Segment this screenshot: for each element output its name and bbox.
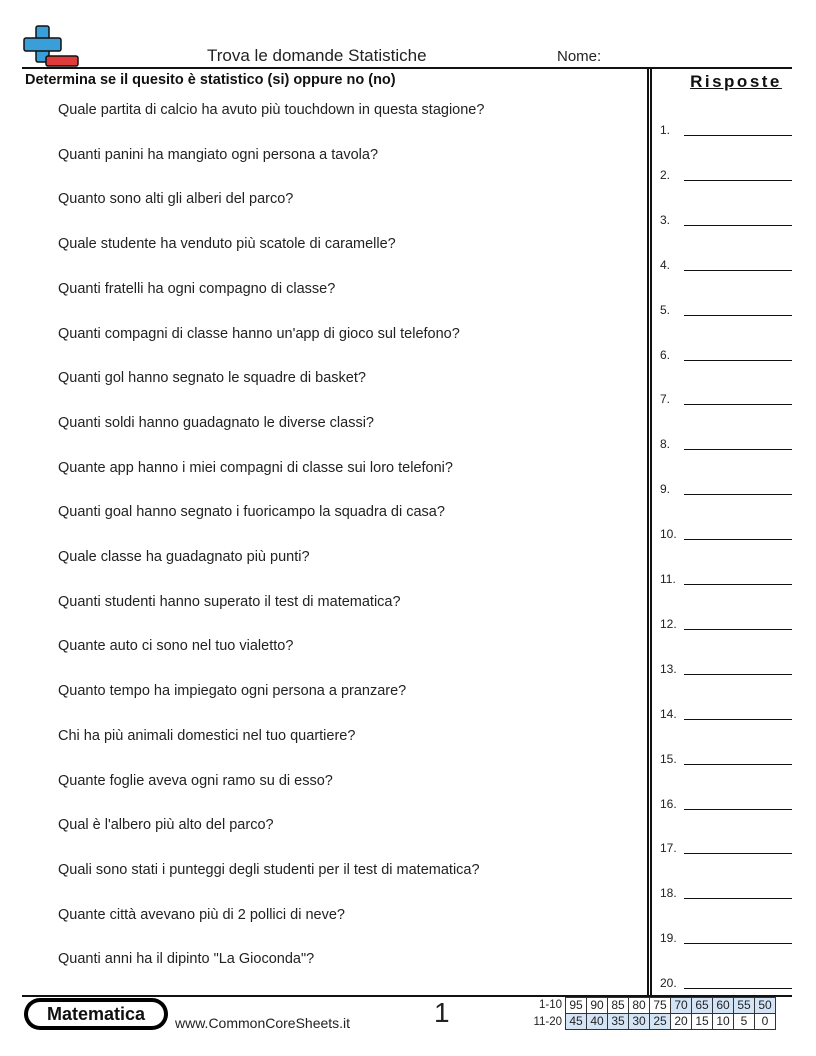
answer-line[interactable]	[684, 315, 792, 316]
answer-number: 16.	[660, 796, 677, 811]
score-cell: 35	[608, 1014, 629, 1030]
answer-number: 14.	[660, 706, 677, 721]
answer-number: 10.	[660, 527, 677, 542]
answer-number: 15.	[660, 751, 677, 766]
answer-line[interactable]	[684, 853, 792, 854]
answer-line[interactable]	[684, 809, 792, 810]
question-text: Quale partita di calcio ha avuto più touchdown in questa stagione?	[58, 102, 485, 118]
answer-line[interactable]	[684, 539, 792, 540]
answer-line[interactable]	[684, 180, 792, 181]
answer-number: 17.	[660, 841, 677, 856]
score-cell: 95	[566, 998, 587, 1014]
score-row-label: 1-10	[538, 999, 562, 1011]
score-row	[566, 998, 776, 1014]
question-text: Quanto tempo ha impiegato ogni persona a pranzare?	[58, 683, 407, 700]
instructions: Determina se il quesito è statistico (si) oppure no (no)	[25, 72, 396, 88]
score-cell: 20	[671, 1014, 692, 1030]
score-cell: 85	[608, 998, 629, 1014]
score-row	[566, 1014, 776, 1030]
score-cell: 70	[671, 998, 692, 1014]
answer-line[interactable]	[684, 719, 792, 720]
answer-line[interactable]	[684, 764, 792, 765]
question-text: Quanti fratelli ha ogni compagno di classe?	[58, 280, 336, 297]
answer-number: 8.	[660, 437, 671, 452]
answer-line[interactable]	[684, 404, 792, 405]
answer-number: 3.	[660, 212, 671, 227]
answer-number: 11.	[660, 572, 676, 586]
answer-number: 9.	[660, 482, 671, 497]
score-cell: 15	[692, 1014, 713, 1030]
answer-line[interactable]	[684, 135, 792, 136]
question-text: Quanti gol hanno segnato le squadre di basket?	[58, 370, 366, 387]
plus-minus-logo-icon	[22, 24, 80, 68]
question-text: Chi ha più animali domestici nel tuo quartiere?	[58, 727, 356, 744]
score-row-label: 11-20	[533, 1016, 562, 1028]
subject-badge	[24, 998, 168, 1030]
header-divider	[22, 67, 792, 69]
question-text: Quali sono stati i punteggi degli studenti per il test di matematica?	[58, 861, 480, 878]
answer-line[interactable]	[684, 270, 792, 271]
answer-line[interactable]	[684, 225, 792, 226]
question-text: Quanti goal hanno segnato i fuoricampo la squadra di casa?	[58, 504, 445, 521]
column-divider	[647, 67, 652, 996]
answer-number: 7.	[660, 392, 671, 407]
subject-label: Matematica	[28, 1002, 164, 1026]
score-cell: 30	[629, 1014, 650, 1030]
page-number: 1	[434, 997, 450, 1028]
answer-line[interactable]	[684, 674, 792, 675]
question-text: Qual è l'albero più alto del parco?	[58, 817, 274, 834]
answer-number: 13.	[660, 661, 677, 676]
answer-number: 1.	[660, 123, 671, 137]
answer-number: 19.	[660, 931, 677, 946]
website-url: www.CommonCoreSheets.it	[175, 1015, 351, 1031]
answer-line[interactable]	[684, 360, 792, 361]
score-cell: 75	[650, 998, 671, 1014]
answer-line[interactable]	[684, 898, 792, 899]
question-text: Quanti soldi hanno guadagnato le diverse classi?	[58, 414, 374, 431]
question-text: Quanto sono alti gli alberi del parco?	[58, 191, 294, 208]
page-title: Trova le domande Statistiche	[207, 46, 427, 65]
score-cell: 50	[755, 998, 776, 1014]
answer-number: 12.	[660, 616, 677, 631]
answers-heading: Risposte	[690, 72, 782, 91]
score-cell: 80	[629, 998, 650, 1014]
answer-number: 6.	[660, 347, 671, 362]
question-text: Quanti studenti hanno superato il test di matematica?	[58, 593, 401, 610]
name-label: Nome:	[557, 48, 602, 65]
answer-number: 18.	[660, 886, 677, 901]
answer-line[interactable]	[684, 494, 792, 495]
score-cell: 40	[587, 1014, 608, 1030]
question-text: Quanti compagni di classe hanno un'app di gioco sul telefono?	[58, 325, 460, 342]
question-text: Quante auto ci sono nel tuo vialetto?	[58, 638, 294, 655]
score-cell: 90	[587, 998, 608, 1014]
question-text: Quanti panini ha mangiato ogni persona a tavola?	[58, 146, 379, 163]
score-cell: 0	[755, 1014, 776, 1030]
question-text: Quante foglie aveva ogni ramo su di esso?	[58, 772, 333, 789]
score-cell: 65	[692, 998, 713, 1014]
score-grid	[565, 997, 776, 1030]
score-cell: 60	[713, 998, 734, 1014]
score-cell: 10	[713, 1014, 734, 1030]
question-text: Quale classe ha guadagnato più punti?	[58, 549, 310, 565]
answer-number: 20.	[660, 976, 677, 991]
question-text: Quante città avevano più di 2 pollici di neve?	[58, 906, 345, 923]
answer-number: 4.	[660, 257, 671, 272]
answer-line[interactable]	[684, 988, 792, 989]
question-text: Quante app hanno i miei compagni di classe sui loro telefoni?	[58, 459, 453, 476]
answer-line[interactable]	[684, 449, 792, 450]
answer-number: 5.	[660, 302, 671, 317]
score-cell: 45	[566, 1014, 587, 1030]
answer-line[interactable]	[684, 584, 792, 585]
score-cell: 5	[734, 1014, 755, 1030]
question-text: Quanti anni ha il dipinto "La Gioconda"?	[58, 951, 315, 968]
answer-line[interactable]	[684, 943, 792, 944]
score-cell: 55	[734, 998, 755, 1014]
answer-number: 2.	[660, 167, 671, 182]
question-text: Quale studente ha venduto più scatole di caramelle?	[58, 236, 396, 253]
answer-line[interactable]	[684, 629, 792, 630]
score-cell: 25	[650, 1014, 671, 1030]
